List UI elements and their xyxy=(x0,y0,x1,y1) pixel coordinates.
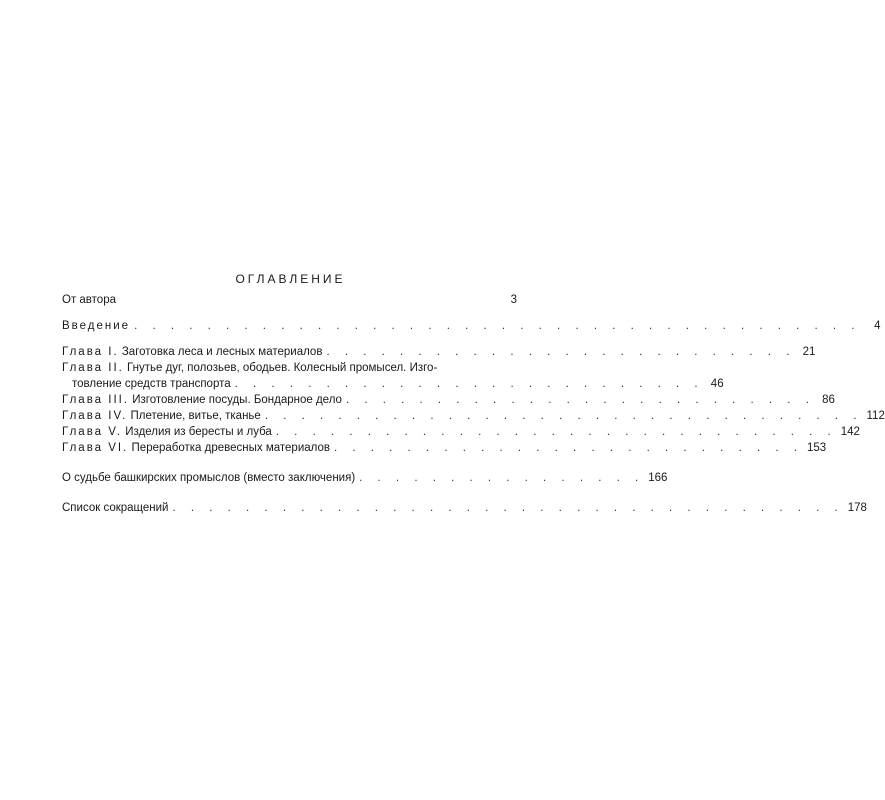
toc-entry-page: 153 xyxy=(806,442,827,454)
toc-entry-label: Изготовление посуды. Бондарное дело xyxy=(132,394,342,406)
toc-entry-label: Изделия из бересты и луба xyxy=(125,426,272,438)
toc-entry-page: 86 xyxy=(822,394,835,406)
toc-entry-label-continued: товление средств транспорта xyxy=(72,378,231,390)
toc-entry-chapter-3 xyxy=(62,392,835,408)
toc-title: ОГЛАВЛЕНИЕ xyxy=(235,272,346,286)
dot-leader: . . . . . . . . . . . . . . . . . . . . . . . . . . . . . . . . . . . . . xyxy=(172,502,844,514)
dot-leader: . . . . . . . . . . . . . . . . . . . . . . . . . . . . . . . . . . . . . . . . xyxy=(134,320,861,332)
toc-entry-label: Введение xyxy=(62,320,131,332)
toc-entry-chapter-5 xyxy=(62,424,860,440)
toc-entry-chapter-1 xyxy=(62,344,816,360)
chapter-prefix: Глава IV. xyxy=(62,410,128,422)
toc-entry-page: 3 xyxy=(510,294,517,306)
toc-entry-page: 21 xyxy=(802,346,816,358)
toc-entry-page: 112 xyxy=(866,410,885,422)
toc-entry-page: 46 xyxy=(710,378,724,390)
dot-leader: . . . . . . . . . . . . . . . . xyxy=(359,472,645,484)
dot-leader: . . . . . . . . . . . . . . . . . . . . . . . . . . xyxy=(345,394,815,406)
chapter-prefix: Глава V. xyxy=(62,426,123,438)
chapter-prefix: Глава III. xyxy=(62,394,130,406)
toc-entry-conclusion xyxy=(62,470,668,486)
toc-entry-label: От автора xyxy=(62,294,116,306)
toc-entry-page: 4 xyxy=(874,320,881,332)
toc-entry-introduction xyxy=(62,318,881,334)
toc-entry-page: 178 xyxy=(847,502,867,514)
chapter-prefix: Глава II. xyxy=(62,362,124,374)
toc-entry-label: Гнутье дуг, полозьев, ободьев. Колесный промысел. Изго- xyxy=(127,362,438,374)
toc-entry-label: Заготовка леса и лесных материалов xyxy=(121,346,323,358)
toc-entry-label: Плетение, витье, тканье xyxy=(130,410,261,422)
table-of-contents xyxy=(62,292,885,516)
toc-entry-page: 142 xyxy=(840,426,860,438)
toc-entry-chapter-6 xyxy=(62,440,827,456)
dot-leader: . . . . . . . . . . . . . . . . . . . . . . . . . . xyxy=(234,378,704,390)
chapter-prefix: Глава VI. xyxy=(62,442,129,454)
toc-entry-abbreviations xyxy=(62,500,867,516)
toc-entry-label: Список сокращений xyxy=(62,502,169,514)
toc-entry-chapter-2-continued xyxy=(62,376,724,392)
toc-entry-label: О судьбе башкирских промыслов (вместо заключения) xyxy=(62,472,356,484)
toc-entry-author xyxy=(62,292,517,308)
toc-entry-chapter-2 xyxy=(62,360,517,376)
toc-entry-chapter-4 xyxy=(62,408,885,424)
dot-leader: . . . . . . . . . . . . . . . . . . . . . . . . . . xyxy=(326,346,796,358)
toc-entry-page: 166 xyxy=(648,472,668,484)
dot-leader: . . . . . . . . . . . . . . . . . . . . . . . . . . xyxy=(333,442,803,454)
toc-entry-label: Переработка древесных материалов xyxy=(131,442,330,454)
chapter-prefix: Глава I. xyxy=(62,346,119,358)
dot-leader: . . . . . . . . . . . . . . . . . . . . . . . . . . . . . . . . . xyxy=(264,410,863,422)
dot-leader: . . . . . . . . . . . . . . . . . . . . . . . . . . . . . . . xyxy=(275,426,837,438)
